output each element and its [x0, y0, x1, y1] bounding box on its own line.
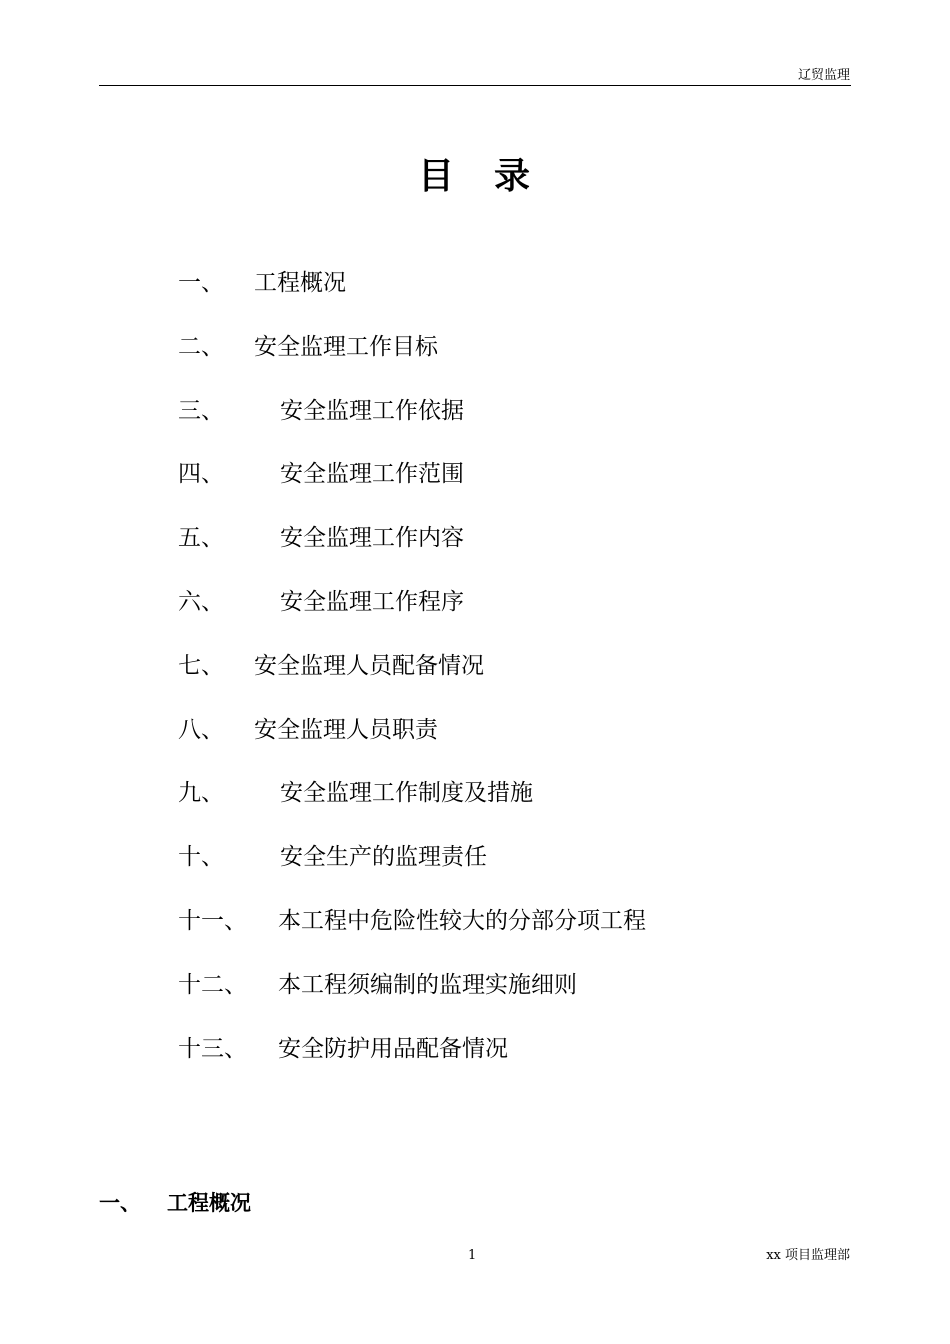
toc-item-number: 七、 — [178, 652, 224, 679]
toc-item-text: 安全生产的监理责任 — [280, 844, 487, 871]
header-divider — [99, 85, 851, 86]
toc-item-number: 一、 — [178, 270, 224, 296]
section-title: 工程概况 — [167, 1191, 251, 1215]
page-header-text: 辽贸监理 — [797, 68, 850, 83]
toc-item-number: 十二、 — [178, 971, 247, 998]
toc-item-text: 安全监理工作依据 — [280, 397, 464, 424]
toc-item-number: 九、 — [178, 780, 224, 807]
footer-department: xx 项目监理部 — [766, 1248, 850, 1263]
toc-item-text: 安全监理工作内容 — [280, 525, 464, 552]
toc-item-number: 二、 — [178, 333, 224, 360]
toc-item-text: 本工程中危险性较大的分部分项工程 — [278, 907, 646, 934]
toc-item-number: 六、 — [178, 588, 224, 615]
toc-item-text: 安全防护用品配备情况 — [278, 1035, 508, 1062]
toc-item-number: 五、 — [178, 525, 224, 552]
toc-title: 目 录 — [417, 156, 532, 197]
toc-item-text: 安全监理工作程序 — [280, 588, 464, 615]
section-number: 一、 — [99, 1191, 141, 1215]
toc-item-number: 十三、 — [178, 1035, 247, 1062]
toc-item-text: 安全监理工作范围 — [280, 461, 464, 488]
toc-item-number: 十、 — [178, 844, 224, 871]
toc-item-text: 安全监理工作目标 — [254, 333, 438, 360]
toc-item-number: 四、 — [178, 461, 224, 488]
toc-item-number: 三、 — [178, 397, 224, 424]
toc-item-number: 十一、 — [178, 907, 247, 934]
toc-item-text: 安全监理工作制度及措施 — [280, 780, 533, 807]
toc-item-text: 工程概况 — [254, 270, 346, 296]
page-number: 1 — [468, 1248, 477, 1263]
toc-item-number: 八、 — [178, 716, 224, 743]
toc-item-text: 安全监理人员职责 — [254, 716, 438, 743]
toc-item-text: 安全监理人员配备情况 — [254, 652, 484, 679]
toc-item-text: 本工程须编制的监理实施细则 — [278, 971, 577, 998]
